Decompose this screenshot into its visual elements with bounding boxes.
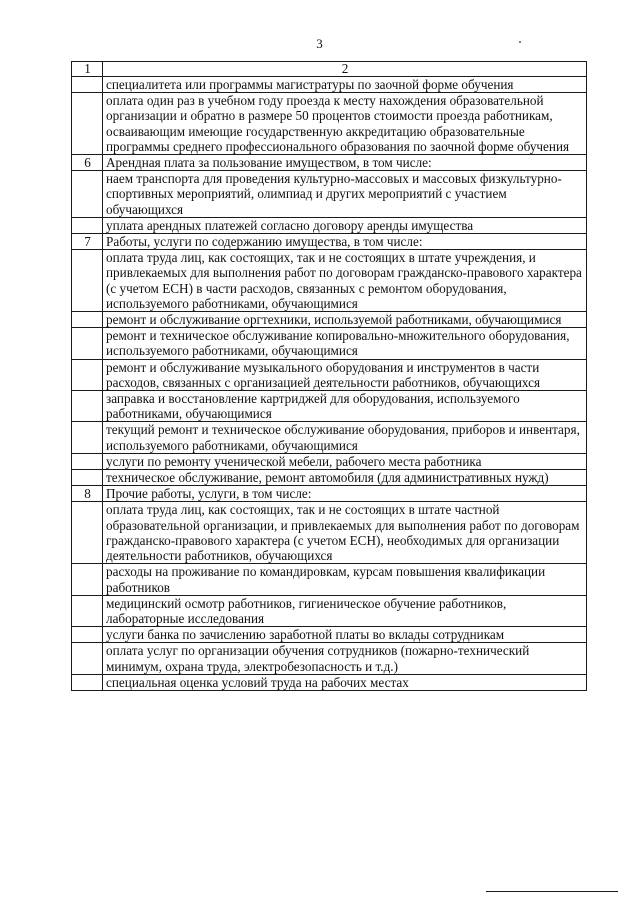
row-number: [72, 470, 103, 486]
row-text: ремонт и обслуживание оргтехники, используемой работниками, обучающимися: [103, 312, 587, 328]
table-row: [72, 564, 587, 595]
row-text: Прочие работы, услуги, в том числе:: [103, 486, 587, 502]
table-row: [72, 674, 587, 690]
table-row: [72, 453, 587, 469]
row-number: [72, 217, 103, 233]
table-row: [72, 470, 587, 486]
page-number: 3: [316, 36, 323, 51]
row-text: специальная оценка условий труда на рабочих местах: [103, 674, 587, 690]
row-number: [72, 502, 103, 564]
table-row: [72, 391, 587, 422]
table-row: [72, 627, 587, 643]
row-number: [72, 674, 103, 690]
column-header-description: 2: [103, 62, 587, 77]
row-number: 8: [72, 486, 103, 502]
row-number: [72, 250, 103, 312]
row-text: медицинский осмотр работников, гигиеническое обучение работников, лабораторные исследования: [103, 595, 587, 626]
table-row: [72, 359, 587, 390]
expense-table: [71, 61, 587, 691]
table-row: [72, 502, 587, 564]
row-number: [72, 171, 103, 218]
table-row: [72, 328, 587, 359]
column-header-number: 1: [72, 62, 103, 77]
row-text: ремонт и обслуживание музыкального оборудования и инструментов в части расходов, связанных с организацией деятельности работников, обучающихся: [103, 359, 587, 390]
row-number: [72, 359, 103, 390]
scan-speck: [519, 41, 521, 43]
row-number: [72, 595, 103, 626]
table-row: [72, 171, 587, 218]
table-row: [72, 595, 587, 626]
table-row: [72, 155, 587, 171]
table-row: [72, 234, 587, 250]
row-text: специалитета или программы магистратуры по заочной форме обучения: [103, 77, 587, 93]
row-number: [72, 643, 103, 674]
table-header-row: [72, 62, 587, 77]
row-text: ремонт и техническое обслуживание копировально-множительного оборудования, используемого работниками, обучающимися: [103, 328, 587, 359]
row-text: Арендная плата за пользование имуществом, в том числе:: [103, 155, 587, 171]
row-number: [72, 328, 103, 359]
row-text: расходы на проживание по командировкам, курсам повышения квалификации работников: [103, 564, 587, 595]
row-number: [72, 453, 103, 469]
row-number: 6: [72, 155, 103, 171]
row-text: уплата арендных платежей согласно договору аренды имущества: [103, 217, 587, 233]
row-text: текущий ремонт и техническое обслуживание оборудования, приборов и инвентаря, используемого работниками, обучающимися: [103, 422, 587, 453]
row-text: оплата труда лиц, как состоящих, так и не состоящих в штате частной образовательной организации, и привлекаемых для выполнения работ по договорам гражданско-правового характера (с учетом ЕСН), необходимых для организации деятельности работников, обучающихся: [103, 502, 587, 564]
row-text: оплата труда лиц, как состоящих, так и не состоящих в штате учреждения, и привлекаемых для выполнения работ по договорам гражданско-правового характера (с учетом ЕСН) в части расходов, связанных с ремонтом оборудования, используемого работниками, обучающимися: [103, 250, 587, 312]
footer-rule: [486, 891, 618, 892]
table-row: [72, 250, 587, 312]
table-row: [72, 217, 587, 233]
row-text: услуги по ремонту ученической мебели, рабочего места работника: [103, 453, 587, 469]
table-row: [72, 77, 587, 93]
row-number: [72, 312, 103, 328]
row-text: оплата один раз в учебном году проезда к месту нахождения образовательной организации и обратно в размере 50 процентов стоимости проезда работникам, осваивающим имеющие государственную аккредитацию образовательные программы среднего профессионального образования по заочной форме обучения: [103, 93, 587, 155]
row-number: [72, 93, 103, 155]
row-text: техническое обслуживание, ремонт автомобиля (для административных нужд): [103, 470, 587, 486]
table-row: [72, 486, 587, 502]
row-number: [72, 627, 103, 643]
row-number: 7: [72, 234, 103, 250]
row-text: наем транспорта для проведения культурно-массовых и массовых физкультурно-спортивных мероприятий, олимпиад и других мероприятий с участием обучающихся: [103, 171, 587, 218]
row-text: Работы, услуги по содержанию имущества, в том числе:: [103, 234, 587, 250]
table-row: [72, 93, 587, 155]
row-number: [72, 77, 103, 93]
row-number: [72, 391, 103, 422]
row-number: [72, 422, 103, 453]
row-text: оплата услуг по организации обучения сотрудников (пожарно-технический минимум, охрана труда, электробезопасность и т.д.): [103, 643, 587, 674]
row-number: [72, 564, 103, 595]
table-row: [72, 312, 587, 328]
row-text: услуги банка по зачислению заработной платы во вклады сотрудникам: [103, 627, 587, 643]
table-row: [72, 422, 587, 453]
table-row: [72, 643, 587, 674]
row-text: заправка и восстановление картриджей для оборудования, используемого работниками, обучающимися: [103, 391, 587, 422]
